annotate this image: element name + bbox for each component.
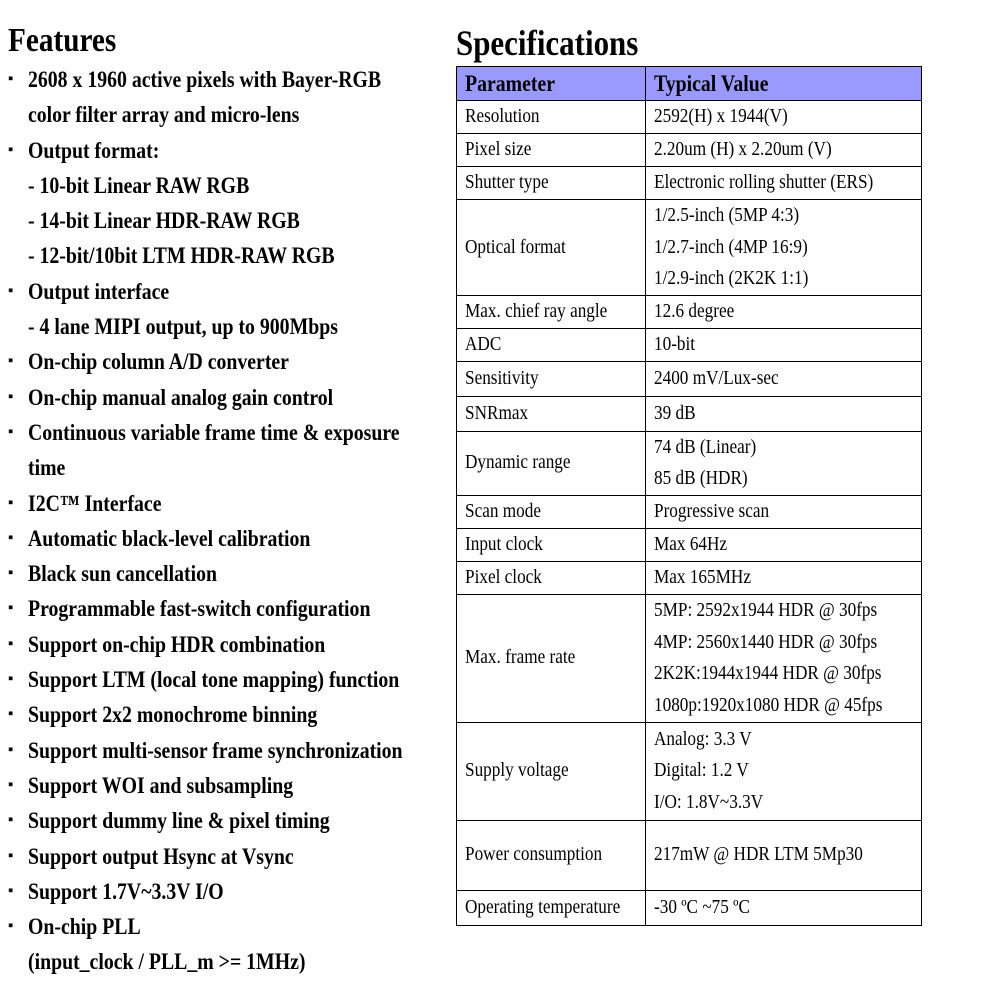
feature-text: Support on-chip HDR combination <box>28 631 326 657</box>
value-line: 217mW @ HDR LTM 5Mp30 <box>654 843 863 866</box>
feature-item <box>8 97 448 132</box>
value-line: Max 64Hz <box>654 532 728 555</box>
value-cell <box>646 361 922 396</box>
feature-item <box>8 415 448 450</box>
value-cell <box>646 167 922 200</box>
features-list <box>8 62 448 980</box>
feature-text: Support 2x2 monochrome binning <box>28 702 318 728</box>
table-row <box>457 528 922 561</box>
parameter-cell: Sensitivity <box>457 361 646 396</box>
parameter-cell: Max. frame rate <box>457 594 646 722</box>
table-row <box>457 594 922 722</box>
feature-text: Support output Hsync at Vsync <box>28 843 294 869</box>
table-header-row <box>457 67 922 101</box>
specifications-table <box>456 66 922 926</box>
table-row <box>457 295 922 328</box>
value-cell <box>646 890 922 925</box>
bullet-icon: ▪ <box>8 388 14 405</box>
feature-text: On-chip PLL <box>28 914 141 940</box>
bullet-icon: ▪ <box>8 494 14 511</box>
feature-text: Support multi-sensor frame synchronization <box>28 737 403 763</box>
feature-item <box>8 133 448 168</box>
value-line: 39 dB <box>654 401 696 424</box>
feature-text: Support dummy line & pixel timing <box>28 808 330 834</box>
bullet-icon: ▪ <box>8 529 14 546</box>
feature-item <box>8 380 448 415</box>
feature-text: I2C™ Interface <box>28 490 162 516</box>
feature-item <box>8 168 448 203</box>
value-cell <box>646 431 922 495</box>
feature-item <box>8 450 448 485</box>
feature-text: Automatic black-level calibration <box>28 525 311 551</box>
value-line: Electronic rolling shutter (ERS) <box>654 171 874 194</box>
feature-item <box>8 309 448 344</box>
value-cell <box>646 101 922 134</box>
parameter-cell: Resolution <box>457 101 646 134</box>
bullet-icon: ▪ <box>8 635 14 652</box>
value-line: 10-bit <box>654 332 696 355</box>
feature-text: Support WOI and subsampling <box>28 772 294 798</box>
feature-text: Output format: <box>28 137 160 163</box>
value-line: 74 dB (Linear) <box>654 435 757 458</box>
parameter-cell: Max. chief ray angle <box>457 295 646 328</box>
feature-item <box>8 203 448 238</box>
feature-item <box>8 238 448 273</box>
parameter-cell: Shutter type <box>457 167 646 200</box>
feature-text: Continuous variable frame time & exposure <box>28 419 400 445</box>
parameter-cell: Operating temperature <box>457 890 646 925</box>
feature-item <box>8 839 448 874</box>
parameter-cell: SNRmax <box>457 396 646 431</box>
value-line: 2400 mV/Lux-sec <box>654 366 779 389</box>
value-line: 2592(H) x 1944(V) <box>654 105 788 128</box>
feature-text: color filter array and micro-lens <box>28 102 300 128</box>
value-line: 2.20um (H) x 2.20um (V) <box>654 138 832 161</box>
feature-item <box>8 556 448 591</box>
parameter-cell: Pixel clock <box>457 561 646 594</box>
table-row <box>457 722 922 820</box>
specifications-section <box>456 22 926 926</box>
table-row <box>457 328 922 361</box>
table-row <box>457 101 922 134</box>
table-row <box>457 820 922 890</box>
feature-text: - 12-bit/10bit LTM HDR-RAW RGB <box>28 243 335 269</box>
bullet-icon: ▪ <box>8 141 14 158</box>
value-cell <box>646 328 922 361</box>
feature-item <box>8 274 448 309</box>
feature-text: Support LTM (local tone mapping) function <box>28 667 400 693</box>
parameter-cell: Dynamic range <box>457 431 646 495</box>
value-cell <box>646 396 922 431</box>
bullet-icon: ▪ <box>8 423 14 440</box>
feature-text: Output interface <box>28 278 170 304</box>
value-cell <box>646 594 922 722</box>
feature-text: - 10-bit Linear RAW RGB <box>28 172 250 198</box>
bullet-icon: ▪ <box>8 918 14 935</box>
bullet-icon: ▪ <box>8 776 14 793</box>
value-line: 1080p:1920x1080 HDR @ 45fps <box>654 693 883 716</box>
value-cell <box>646 295 922 328</box>
table-row <box>457 396 922 431</box>
parameter-cell: Input clock <box>457 528 646 561</box>
value-line: 1/2.7-inch (4MP 16:9) <box>654 235 808 258</box>
table-body <box>457 101 922 926</box>
parameter-cell: Scan mode <box>457 495 646 528</box>
table-row <box>457 890 922 925</box>
value-line: Progressive scan <box>654 499 770 522</box>
bullet-icon: ▪ <box>8 741 14 758</box>
feature-item <box>8 874 448 909</box>
feature-item <box>8 591 448 626</box>
bullet-icon: ▪ <box>8 600 14 617</box>
feature-text: Programmable fast-switch configuration <box>28 596 371 622</box>
feature-text: Black sun cancellation <box>28 561 218 587</box>
feature-item <box>8 521 448 556</box>
value-line: 12.6 degree <box>654 299 735 322</box>
feature-text: On-chip manual analog gain control <box>28 384 334 410</box>
value-cell <box>646 722 922 820</box>
feature-item <box>8 768 448 803</box>
value-line: 85 dB (HDR) <box>654 467 748 489</box>
value-cell <box>646 820 922 890</box>
feature-item <box>8 909 448 944</box>
value-line: 4MP: 2560x1440 HDR @ 30fps <box>654 630 878 653</box>
features-title: Features <box>8 22 117 59</box>
parameter-cell: Optical format <box>457 200 646 296</box>
value-cell <box>646 528 922 561</box>
bullet-icon: ▪ <box>8 671 14 688</box>
parameter-cell: ADC <box>457 328 646 361</box>
feature-item <box>8 733 448 768</box>
table-row <box>457 134 922 167</box>
value-line: Analog: 3.3 V <box>654 727 752 750</box>
feature-text: (input_clock / PLL_m >= 1MHz) <box>28 949 306 975</box>
bullet-icon: ▪ <box>8 71 14 87</box>
bullet-icon: ▪ <box>8 282 14 299</box>
table-row <box>457 167 922 200</box>
feature-item <box>8 344 448 379</box>
value-line: Digital: 1.2 V <box>654 759 749 782</box>
feature-text: On-chip column A/D converter <box>28 349 289 375</box>
bullet-icon: ▪ <box>8 565 14 582</box>
feature-item <box>8 803 448 838</box>
bullet-icon: ▪ <box>8 882 14 899</box>
header-parameter: Parameter <box>457 67 646 101</box>
feature-text: - 4 lane MIPI output, up to 900Mbps <box>28 314 338 340</box>
specifications-title: Specifications <box>456 23 639 63</box>
feature-item <box>8 944 448 979</box>
bullet-icon: ▪ <box>8 353 14 370</box>
feature-item <box>8 662 448 697</box>
feature-text: - 14-bit Linear HDR-RAW RGB <box>28 208 300 234</box>
feature-item <box>8 62 448 97</box>
table-row <box>457 200 922 296</box>
value-line: I/O: 1.8V~3.3V <box>654 790 764 813</box>
table-row <box>457 361 922 396</box>
feature-text: time <box>28 455 66 481</box>
table-row <box>457 431 922 495</box>
bullet-icon: ▪ <box>8 706 14 723</box>
parameter-cell: Power consumption <box>457 820 646 890</box>
value-line: -30 ºC ~75 ºC <box>654 895 750 918</box>
value-line: 5MP: 2592x1944 HDR @ 30fps <box>654 599 878 621</box>
bullet-icon: ▪ <box>8 812 14 829</box>
value-line: 2K2K:1944x1944 HDR @ 30fps <box>654 662 882 684</box>
feature-text: Support 1.7V~3.3V I/O <box>28 878 224 904</box>
header-typical-value: Typical Value <box>646 67 922 101</box>
parameter-cell: Supply voltage <box>457 722 646 820</box>
value-cell <box>646 561 922 594</box>
table-row <box>457 561 922 594</box>
feature-item <box>8 486 448 521</box>
value-line: Max 165MHz <box>654 565 751 588</box>
value-line: 1/2.9-inch (2K2K 1:1) <box>654 267 809 289</box>
bullet-icon: ▪ <box>8 847 14 864</box>
value-cell <box>646 200 922 296</box>
feature-text: 2608 x 1960 active pixels with Bayer-RGB <box>28 67 382 92</box>
features-section <box>8 22 448 980</box>
parameter-cell: Pixel size <box>457 134 646 167</box>
feature-item <box>8 697 448 732</box>
feature-item <box>8 627 448 662</box>
value-line: 1/2.5-inch (5MP 4:3) <box>654 204 800 226</box>
table-row <box>457 495 922 528</box>
value-cell <box>646 134 922 167</box>
value-cell <box>646 495 922 528</box>
